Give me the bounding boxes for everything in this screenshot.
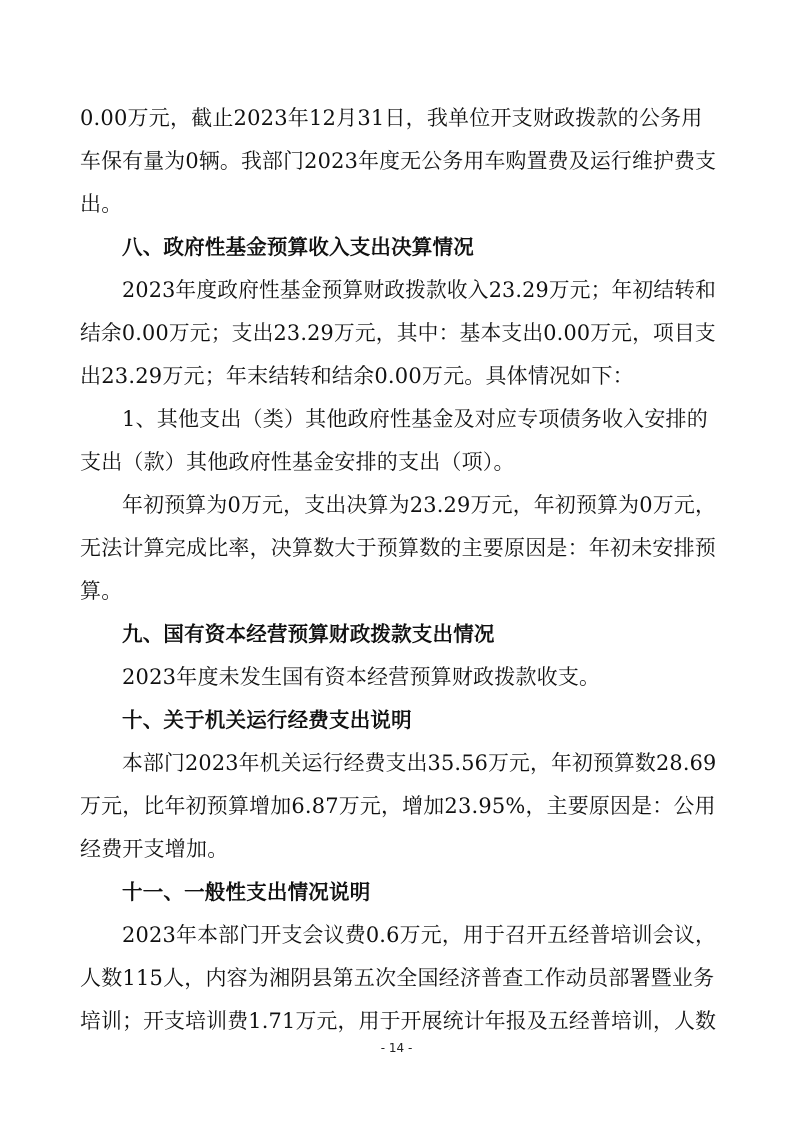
body-line: 人数115人，内容为湘阴县第五次全国经济普查工作动员部署暨业务 — [80, 966, 715, 990]
body-line: 2023年度未发生国有资本经营预算财政拨款收支。 — [122, 665, 601, 689]
body-line: 年初预算为0万元，支出决算为23.29万元，年初预算为0万元， — [122, 493, 717, 517]
section-heading-8: 八、政府性基金预算收入支出决算情况 — [122, 235, 474, 259]
body-line: 2023年本部门开支会议费0.6万元，用于召开五经普培训会议， — [122, 923, 717, 947]
body-line: 经费开支增加。 — [80, 837, 229, 861]
body-line: 万元，比年初预算增加6.87万元，增加23.95%，主要原因是：公用 — [80, 794, 716, 818]
body-line: 2023年度政府性基金预算财政拨款收入23.29万元；年初结转和 — [122, 278, 716, 302]
section-heading-10: 十、关于机关运行经费支出说明 — [122, 708, 412, 732]
body-line: 培训；开支培训费1.71万元，用于开展统计年报及五经普培训，人数 — [80, 1009, 717, 1033]
body-line: 出23.29万元；年末结转和结余0.00万元。具体情况如下： — [80, 364, 634, 388]
page-number: - 14 - — [380, 1041, 413, 1055]
body-line: 1、其他支出（类）其他政府性基金及对应专项债务收入安排的 — [122, 407, 708, 431]
body-line: 0.00万元，截止2023年12月31日，我单位开支财政拨款的公务用 — [80, 106, 703, 130]
section-heading-11: 十一、一般性支出情况说明 — [122, 880, 371, 904]
body-line: 出。 — [80, 192, 123, 216]
section-heading-9: 九、国有资本经营预算财政拨款支出情况 — [122, 622, 495, 646]
body-line: 车保有量为0辆。我部门2023年度无公务用车购置费及运行维护费支 — [80, 149, 717, 173]
body-line: 本部门2023年机关运行经费支出35.56万元，年初预算数28.69 — [122, 751, 717, 775]
body-line: 无法计算完成比率，决算数大于预算数的主要原因是：年初未安排预 — [80, 536, 716, 560]
body-line: 支出（款）其他政府性基金安排的支出（项）。 — [80, 450, 515, 474]
body-line: 算。 — [80, 579, 123, 603]
body-line: 结余0.00万元；支出23.29万元，其中：基本支出0.00万元，项目支 — [80, 321, 716, 345]
